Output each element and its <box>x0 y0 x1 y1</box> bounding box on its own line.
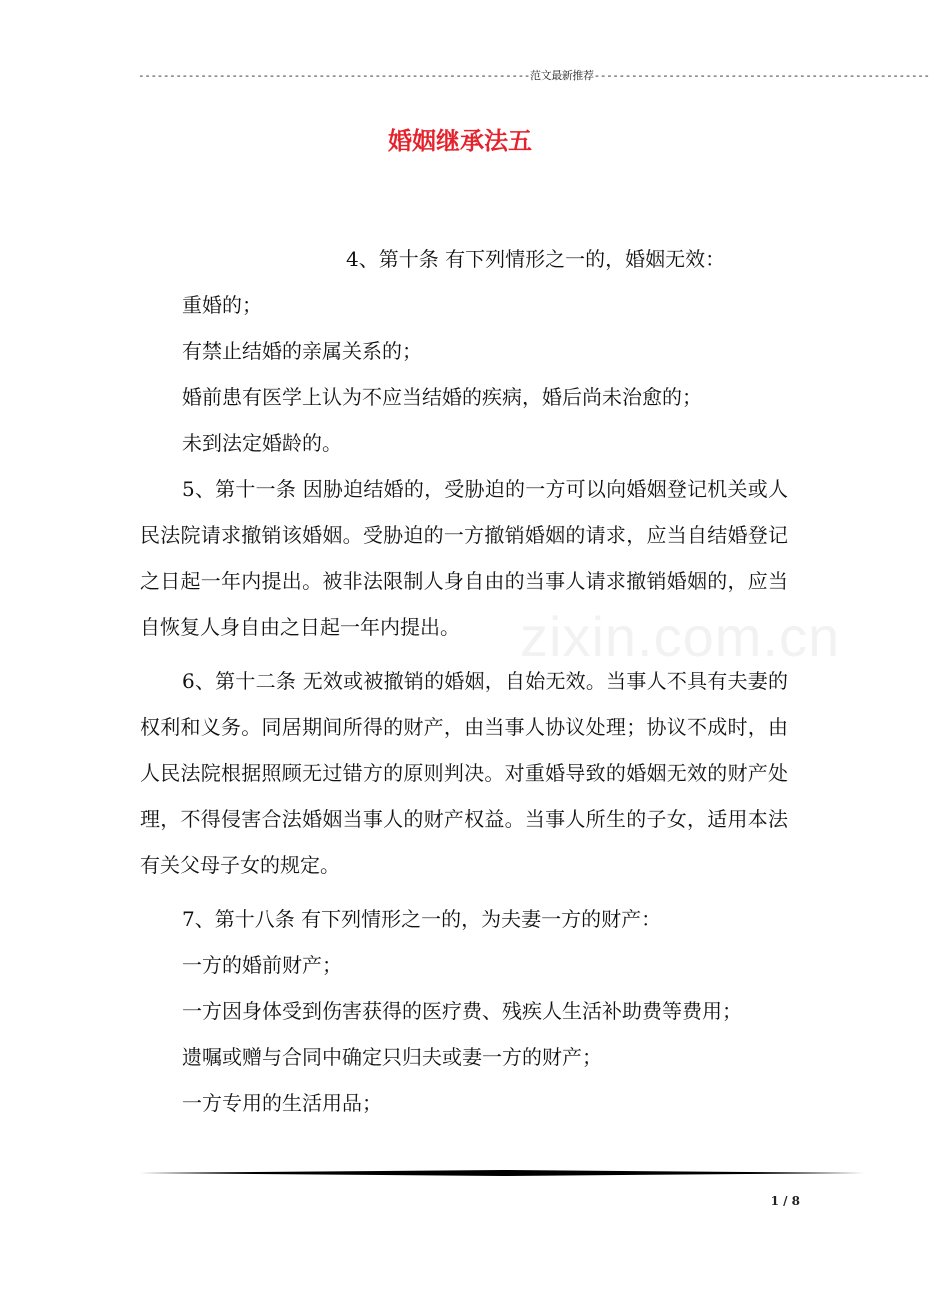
list-item: 一方的婚前财产； <box>182 953 342 977</box>
paragraph-article-11: 5、第十一条 因胁迫结婚的，受胁迫的一方可以向婚姻登记机关或人民法院请求撤销该婚姻。受胁迫的一方撤销婚姻的请求，应当自结婚登记之日起一年内提出。被非法限制人身自由的当事人请求撤销婚姻的，应当自恢复人身自由之日起一年内提出。 <box>140 477 788 639</box>
list-item: 婚前患有医学上认为不应当结婚的疾病，婚后尚未治愈的； <box>182 385 702 409</box>
paragraph-article-12: 6、第十二条 无效或被撤销的婚姻，自始无效。当事人不具有夫妻的权利和义务。同居期间所得的财产，由当事人协议处理；协议不成时，由人民法院根据照顾无过错方的原则判决。对重婚导致的婚姻无效的财产处理，不得侵害合法婚姻当事人的财产权益。当事人所生的子女，适用本法有关父母子女的规定。 <box>140 669 788 877</box>
list-item: 遗嘱或赠与合同中确定只归夫或妻一方的财产； <box>182 1045 602 1069</box>
page-number: 1 / 8 <box>770 1194 800 1208</box>
list-item: 一方专用的生活用品； <box>182 1091 382 1115</box>
list-item: 未到法定婚龄的。 <box>182 431 342 455</box>
list-item: 有禁止结婚的亲属关系的； <box>182 339 422 363</box>
footer-divider <box>140 1170 864 1176</box>
page-header: ---------------------------------------------------------------范文最新推荐------------------------------------------------------ <box>138 69 930 82</box>
paragraph-article-18: 7、第十八条 有下列情形之一的，为夫妻一方的财产： <box>182 907 662 931</box>
document-title: 婚姻继承法五 <box>388 126 532 155</box>
watermark: zixin.com.cn <box>520 605 841 668</box>
document-body <box>140 236 788 1126</box>
paragraph-article-10: 4、第十条 有下列情形之一的，婚姻无效： <box>346 247 726 271</box>
list-item: 重婚的； <box>182 293 262 317</box>
list-item: 一方因身体受到伤害获得的医疗费、残疾人生活补助费等费用； <box>182 999 742 1023</box>
